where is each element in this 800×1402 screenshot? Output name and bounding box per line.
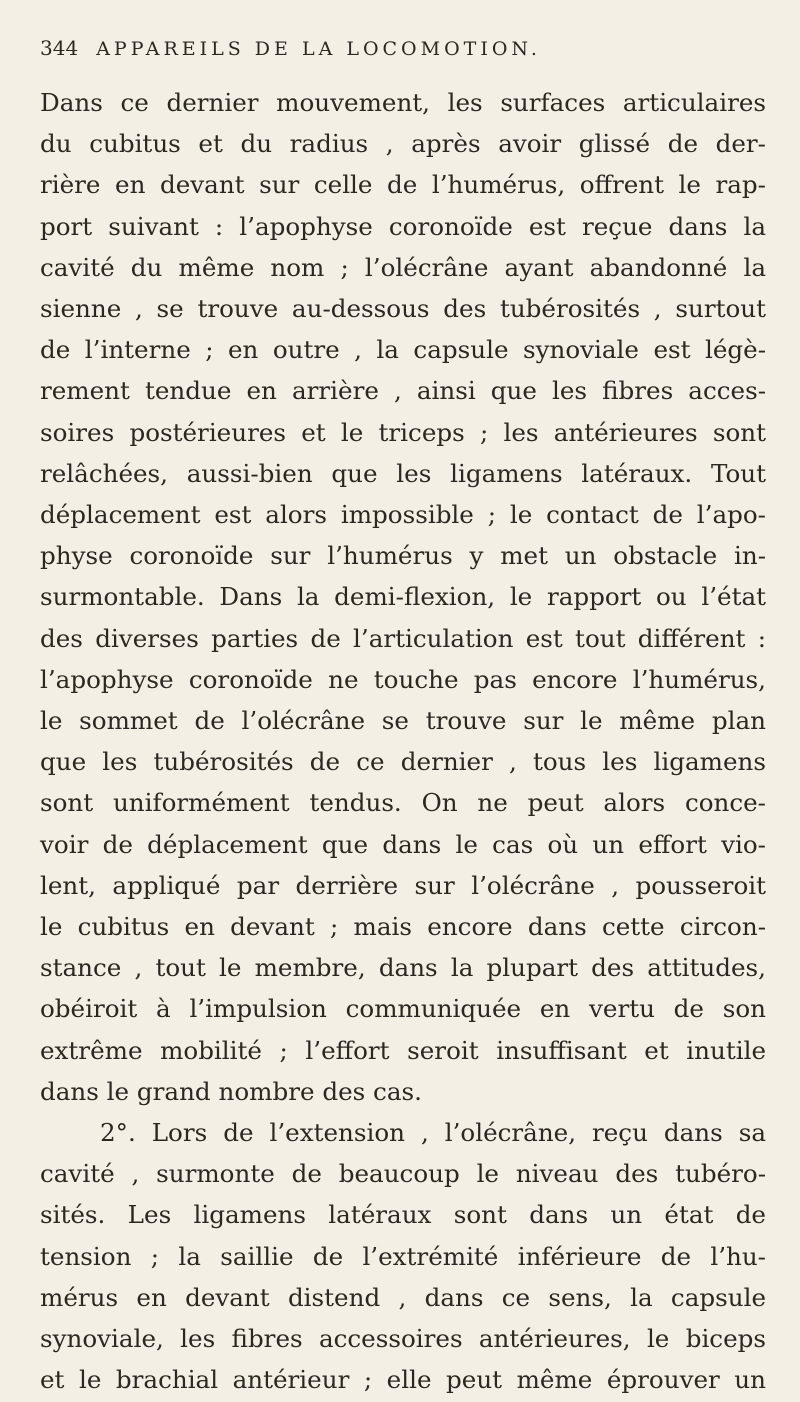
text-line: le cubitus en devant ; mais encore dans cette circon- [40,912,766,942]
text-line: lent, appliqué par derrière sur l’olécrâne , pousseroit [40,870,766,900]
text-line: rière en devant sur celle de l’humérus, offrent le rap- [40,170,766,200]
text-line: rement tendue en arrière , ainsi que les fibres acces- [40,376,766,406]
text-line: synoviale, les fibres accessoires antérieures, le biceps [40,1324,766,1354]
text-line: cavité du même nom ; l’olécrâne ayant abandonné la [40,252,766,282]
text-line: l’apophyse coronoïde ne touche pas encore l’humérus, [40,664,766,694]
text-line: voir de déplacement que dans le cas où un effort vio- [40,829,766,859]
text-line: que les tubérosités de ce dernier , tous les ligamens [40,747,766,777]
text-line-paragraph-start: 2°. Lors de l’extension , l’olécrâne, reçu dans sa [100,1118,766,1148]
text-line: sités. Les ligamens latéraux sont dans un état de [40,1200,766,1230]
text-line: tension ; la saillie de l’extrémité inférieure de l’hu- [40,1241,766,1271]
text-line: physe coronoïde sur l’humérus y met un obstacle in- [40,541,766,571]
text-line: cavité , surmonte de beaucoup le niveau des tubéro- [40,1159,766,1189]
page-number: 344 [40,36,79,60]
text-line: de l’interne ; en outre , la capsule synoviale est légè- [40,335,766,365]
text-line: soires postérieures et le triceps ; les antérieures sont [40,417,766,447]
text-line: obéiroit à l’impulsion communiquée en vertu de son [40,994,766,1024]
text-line: sont uniformément tendus. On ne peut alors conce- [40,788,766,818]
text-line: surmontable. Dans la demi-flexion, le rapport ou l’état [40,582,766,612]
text-line: sienne , se trouve au-dessous des tubérosités , surtout [40,294,766,324]
text-line: Dans ce dernier mouvement, les surfaces articulaires [40,88,766,117]
text-line: port suivant : l’apophyse coronoïde est reçue dans la [40,211,766,241]
running-title: APPAREILS DE LA LOCOMOTION. [96,38,541,60]
text-line: extrême mobilité ; l’effort seroit insuffisant et inutile [40,1035,766,1065]
text-line: déplacement est alors impossible ; le contact de l’apo- [40,500,766,530]
text-line: stance , tout le membre, dans la plupart des attitudes, [40,953,766,983]
text-line-paragraph-end: dans le grand nombre des cas. [40,1076,422,1106]
text-line: du cubitus et du radius , après avoir glissé de der- [40,129,766,159]
running-head [40,36,766,82]
text-line: des diverses parties de l’articulation est tout différent : [40,623,766,653]
body-text [40,82,766,1401]
text-line: mérus en devant distend , dans ce sens, la capsule [40,1282,766,1312]
text-line: et le brachial antérieur ; elle peut même éprouver un [40,1365,766,1395]
text-line: relâchées, aussi-bien que les ligamens latéraux. Tout [40,458,766,488]
text-line: le sommet de l’olécrâne se trouve sur le même plan [40,706,766,736]
